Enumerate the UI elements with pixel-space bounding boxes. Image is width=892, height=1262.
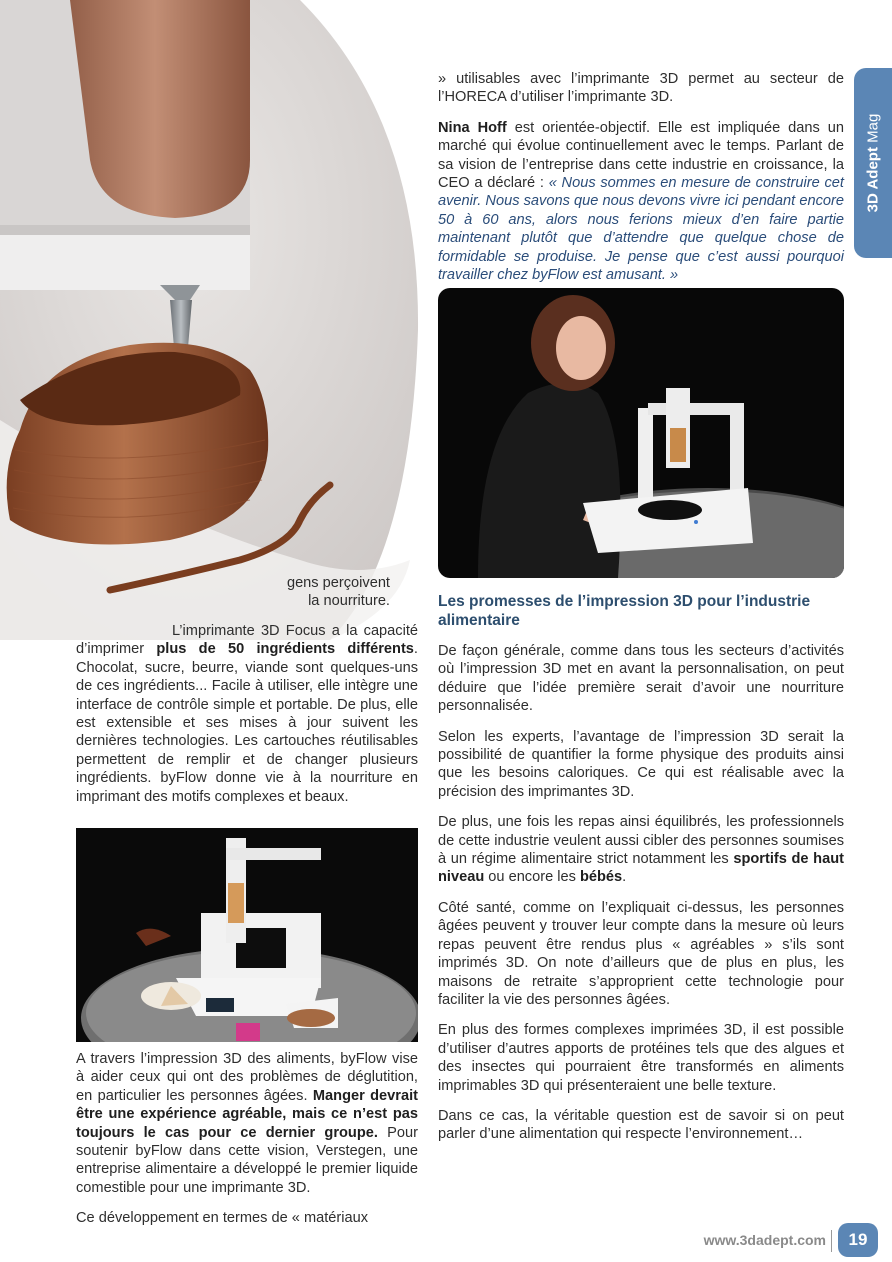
right-column-text: [438, 70, 844, 296]
footer-divider: [831, 1230, 832, 1252]
page-number: 19: [838, 1223, 878, 1257]
paragraph: L’imprimante 3D Focus a la capacité d’imprimer plus de 50 ingrédients différents. Chocolat, sucre, beurre, viande sont quelques-uns de ces ingrédients... Facile à utiliser, elle intègre une interface de contrôle simple et portable. De plus, elle est extensible et ses mises à jour suivent les dernières technologies. Les cartouches réutilisables permettent de remplir et de changer plusieurs ingrédients. byFlow donne vie à la nourriture en imprimant des motifs complexes et beaux.: [76, 623, 418, 805]
nina-hoff-photo: [438, 288, 844, 578]
paragraph: De plus, une fois les repas ainsi équilibrés, les professionnels de cette industrie veulent aussi cibler des personnes soumises à un régime alimentaire strict notamment les sportifs de haut niveau ou encore les bébés.: [438, 814, 844, 886]
magazine-side-tab: [854, 68, 892, 258]
paragraph: En plus des formes complexes imprimées 3D, il est possible d’utiliser d’autres apports de protéines tels que des algues et des insectes qui pourraient être transformés en aliments imprimables 3D qui présenteraient une belle texture.: [438, 1022, 844, 1094]
magazine-title: 3D Adept Mag: [864, 113, 882, 213]
paragraph: Nina Hoff est orientée-objectif. Elle est impliquée dans un marché qui évolue continuellement avec le temps. Parlant de sa vision de l’entreprise dans cette industrie en croissance, la CEO a déclaré : « Nous sommes en mesure de construire cet avenir. Nous savons que nous devons vivre ici pendant encore 50 à 60 ans, alors nous ferions mieux d’en faire partie maintenant plutôt que d’attendre que quelque chose de formidable se produise. Je pense que c’est aussi pourquoi travailler chez byFlow est amusant. »: [438, 119, 844, 284]
chocolate-printing-photo: [0, 0, 420, 640]
section-body: [438, 642, 844, 1156]
paragraph: Ce développement en termes de « matériaux: [76, 1210, 369, 1227]
paragraph: A travers l’impression 3D des aliments, byFlow vise à aider ceux qui ont des problèmes de déglutition, en particulier les personnes âgées. Manger devrait être une expérience agréable, mais ce n’est pas toujours le cas pour ce dernier groupe. Pour soutenir byFlow dans cette vision, Verstegen, une entreprise alimentaire a développé le premier liquide comestible pour une imprimante 3D.: [76, 1051, 418, 1196]
paragraph: Selon les experts, l’avantage de l’impression 3D serait la possibilité de quantifier la forme physique des produits ainsi que les besoins caloriques. Ce qui est réalisable avec la précision des imprimantes 3D.: [438, 728, 844, 800]
paragraph: Dans ce cas, la véritable question est de savoir si on peut parler d’une alimentation qui respecte l’environnement…: [438, 1107, 844, 1143]
left-column-text-continued: [76, 1050, 418, 1240]
section-title: Les promesses de l’impression 3D pour l’industrie alimentaire: [438, 593, 811, 629]
footer-url: www.3dadept.com: [703, 1232, 826, 1248]
hero-caption-line: la nourriture.: [308, 593, 390, 610]
hero-caption: [240, 574, 390, 611]
food-printer-photo: [76, 828, 418, 1042]
paragraph: Côté santé, comme on l’expliquait ci-dessus, les personnes âgées peuvent y trouver leur compte dans la mesure où leurs repas peuvent être rendus plus « agréables » s’ils sont imprimés 3D. On note d’ailleurs que de plus en plus, les maisons de retraite s’approprient cette technologie pour faciliter la vie des personnes âgées.: [438, 899, 844, 1008]
hero-caption-line: gens perçoivent: [286, 575, 390, 591]
paragraph: » utilisables avec l’imprimante 3D permet au secteur de l’HORECA d’utiliser l’imprimante 3D.: [438, 71, 844, 106]
left-column-text: [76, 622, 418, 818]
paragraph: De façon générale, comme dans tous les secteurs d’activités où l’impression 3D met en avant la personnalisation, on peut déduire que l’idée première serait d’avoir une nourriture personnalisée.: [438, 643, 844, 715]
